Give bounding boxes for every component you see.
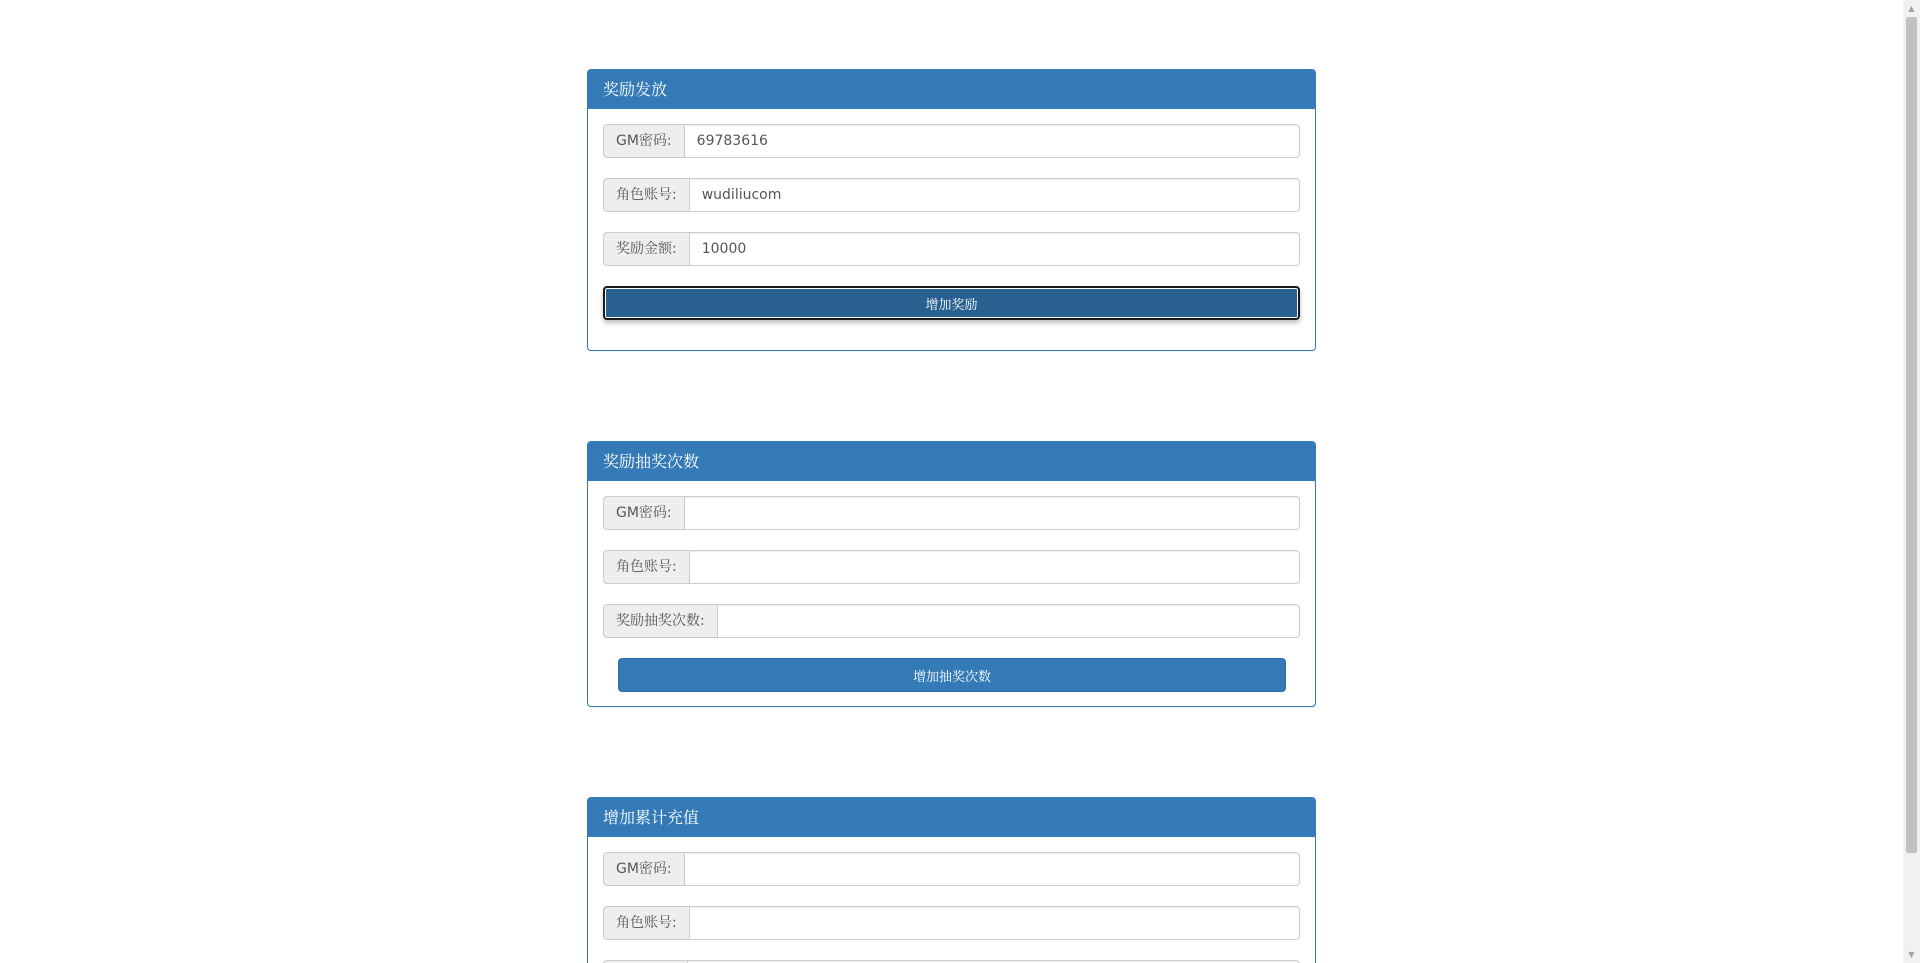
panel-body: [588, 481, 1315, 692]
panel-body: [588, 109, 1315, 320]
role-account-input[interactable]: [689, 178, 1300, 212]
panel-title: 奖励抽奖次数: [588, 442, 1315, 481]
panel-body: [588, 837, 1315, 963]
lottery-count-label: 奖励抽奖次数:: [603, 604, 717, 638]
role-account-label: 角色账号:: [603, 906, 689, 940]
role-account-label: 角色账号:: [603, 178, 689, 212]
role-account-label: 角色账号:: [603, 550, 689, 584]
lottery-count-panel: [587, 441, 1316, 707]
reward-amount-input[interactable]: [689, 232, 1300, 266]
gm-password-group: [603, 124, 1300, 158]
gm-password-label: GM密码:: [603, 124, 684, 158]
gm-password-label: GM密码:: [603, 496, 684, 530]
scroll-thumb[interactable]: [1906, 17, 1917, 853]
role-account-input[interactable]: [689, 906, 1300, 940]
lottery-count-input[interactable]: [717, 604, 1300, 638]
role-account-group: [603, 178, 1300, 212]
cumulative-recharge-panel: [587, 797, 1316, 963]
gm-password-input[interactable]: [684, 124, 1300, 158]
add-lottery-count-button[interactable]: 增加抽奖次数: [618, 658, 1286, 692]
gm-password-label: GM密码:: [603, 852, 684, 886]
lottery-count-group: [603, 604, 1300, 638]
gm-password-input[interactable]: [684, 496, 1300, 530]
gm-password-group: [603, 496, 1300, 530]
scroll-up-arrow-icon[interactable]: ▲: [1908, 4, 1915, 13]
vertical-scrollbar[interactable]: [1903, 0, 1920, 963]
role-account-group: [603, 550, 1300, 584]
role-account-input[interactable]: [689, 550, 1300, 584]
panel-title: 增加累计充值: [588, 798, 1315, 837]
panel-title: 奖励发放: [588, 70, 1315, 109]
role-account-group: [603, 906, 1300, 940]
gm-password-group: [603, 852, 1300, 886]
gm-password-input[interactable]: [684, 852, 1300, 886]
reward-amount-label: 奖励金额:: [603, 232, 689, 266]
scroll-down-arrow-icon[interactable]: ▼: [1908, 950, 1915, 959]
add-reward-button[interactable]: 增加奖励: [603, 286, 1300, 320]
reward-issue-panel: [587, 69, 1316, 351]
reward-amount-group: [603, 232, 1300, 266]
